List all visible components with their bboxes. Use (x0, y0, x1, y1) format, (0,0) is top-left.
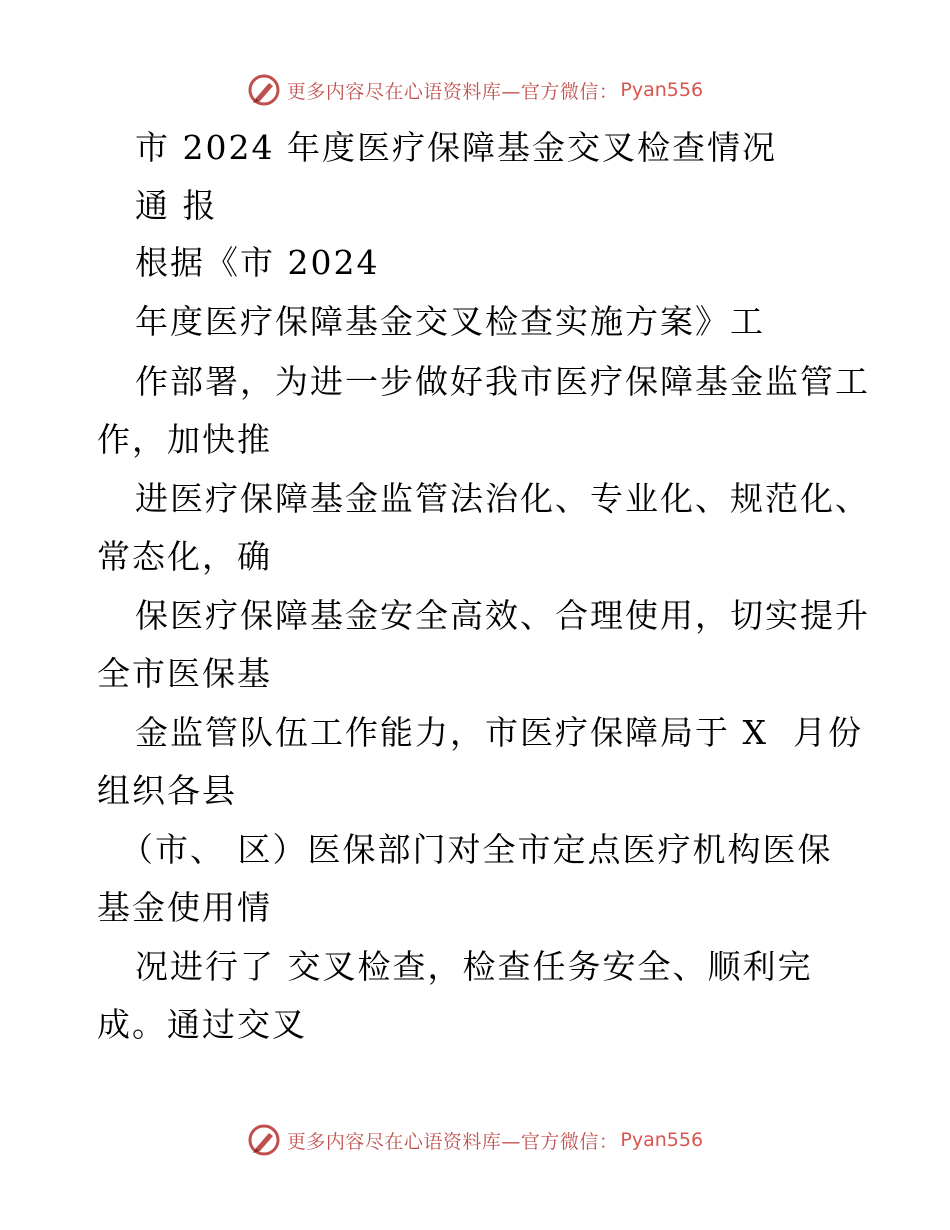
pen-logo-icon (247, 1123, 281, 1157)
doc-text-line: 作部署，为进一步做好我市医疗保障基金监管工 (135, 362, 870, 401)
doc-text-line: 作，加快推 (97, 420, 272, 459)
doc-text-line: 金监管队伍工作能力，市医疗保障局于 X 月份 (135, 713, 863, 752)
doc-text-line: 况进行了 交叉检查，检查任务安全、顺利完 (135, 947, 813, 986)
watermark-text: 更多内容尽在心语资料库—官方微信： (286, 80, 619, 103)
doc-text-line: 组织各县 (97, 771, 237, 810)
doc-text-line: 基金使用情 (97, 888, 272, 927)
doc-text-line: 全市医保基 (97, 654, 272, 693)
doc-text-line: （市、 区）医保部门对全市定点医疗机构医保 (120, 830, 833, 869)
watermark-footer (0, 1120, 950, 1160)
doc-title-line-1: 市 2024 年度医疗保障基金交叉检查情况 (135, 128, 777, 167)
pen-logo-icon (247, 73, 281, 107)
watermark-text: 更多内容尽在心语资料库—官方微信： (286, 1130, 619, 1153)
watermark-wechat-id: Pyan556 (620, 1129, 704, 1151)
doc-text-line: 常态化，确 (97, 537, 272, 576)
doc-text-line: 年度医疗保障基金交叉检查实施方案》工 (135, 302, 765, 341)
doc-text-line: 保医疗保障基金安全高效、合理使用，切实提升 (135, 596, 870, 635)
doc-title-line-2: 通 报 (135, 186, 218, 225)
doc-text-line: 进医疗保障基金监管法治化、专业化、规范化、 (135, 479, 870, 518)
doc-text-line: 成。通过交叉 (97, 1005, 307, 1044)
watermark-header (0, 70, 950, 110)
doc-text-line: 根据《市 2024 (135, 243, 380, 282)
watermark-wechat-id: Pyan556 (620, 79, 704, 101)
